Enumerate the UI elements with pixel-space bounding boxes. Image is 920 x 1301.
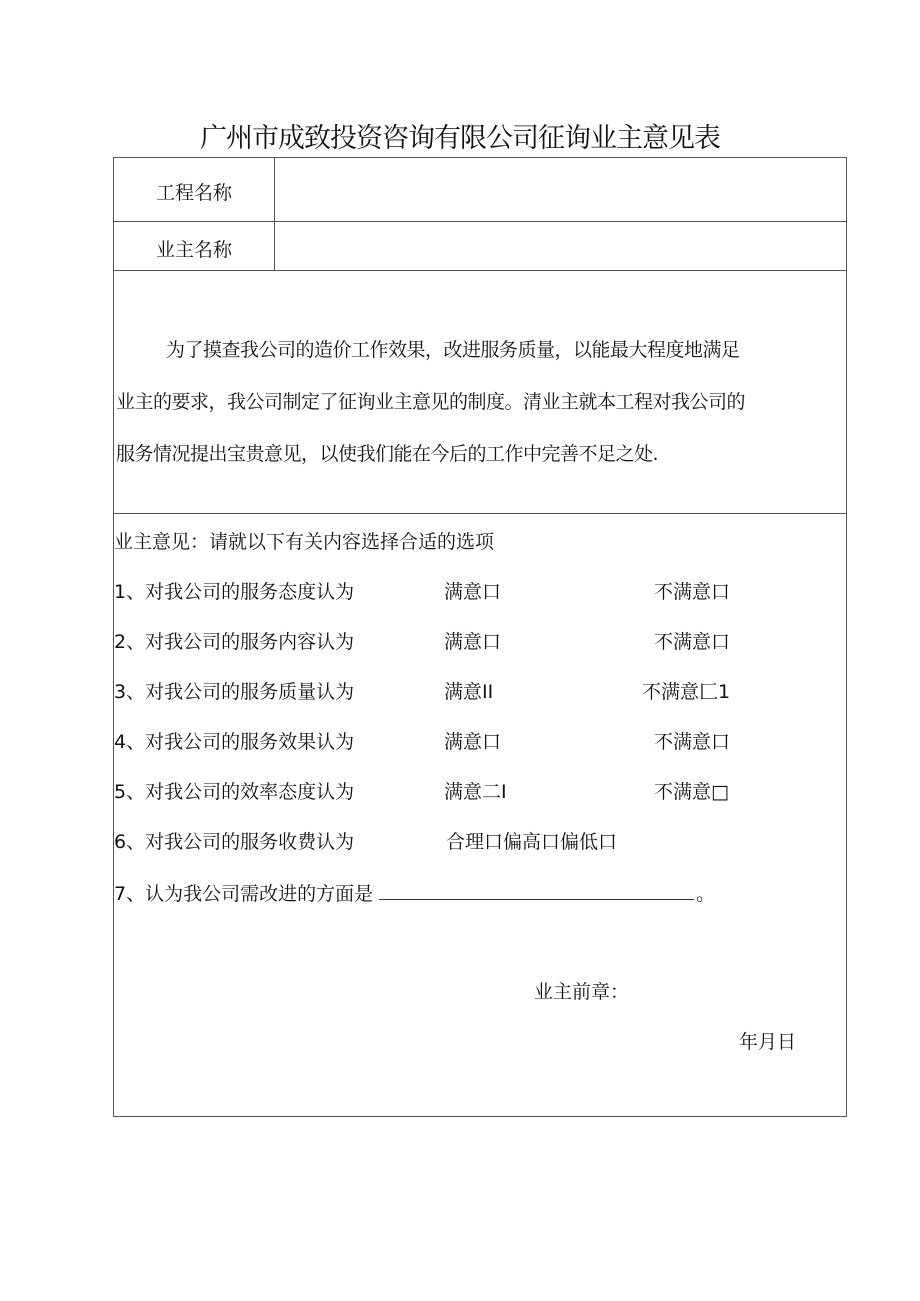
improvement-input[interactable]: [379, 881, 694, 900]
date-label: 年月日: [739, 1031, 797, 1053]
row-divider: [114, 270, 846, 271]
item-5-question: 5、对我公司的效率态度认为: [114, 781, 355, 803]
opinion-heading: 业主意见：请就以下有关内容选择合适的选项: [114, 531, 495, 553]
item-1-satisfied-option[interactable]: 满意口: [444, 581, 502, 603]
item-3-satisfied-option[interactable]: 满意II: [444, 681, 494, 703]
page-title: 广州市成致投资咨询有限公司征询业主意见表: [200, 123, 720, 154]
item-4-unsatisfied-option[interactable]: 不满意口: [654, 731, 731, 753]
intro-line-1: 为了摸查我公司的造价工作效果，改进服务质量，以能最大程度地满足: [166, 339, 740, 361]
item-4-question: 4、对我公司的服务效果认为: [114, 731, 355, 753]
item-2-satisfied-option[interactable]: 满意口: [444, 631, 502, 653]
owner-name-field[interactable]: [276, 226, 844, 266]
column-divider: [274, 158, 275, 270]
row-divider: [114, 221, 846, 222]
project-name-field[interactable]: [276, 170, 844, 210]
item-3-question: 3、对我公司的服务质量认为: [114, 681, 355, 703]
item-7-row: [114, 879, 715, 906]
item-4-satisfied-option[interactable]: 满意口: [444, 731, 502, 753]
item-7-question: 7、认为我公司需改进的方面是: [114, 883, 374, 905]
project-name-label: 工程名称: [155, 182, 232, 204]
intro-line-2: 业主的要求，我公司制定了征询业主意见的制度。清业主就本工程对我公司的: [116, 391, 746, 413]
item-1-question: 1、对我公司的服务态度认为: [114, 581, 355, 603]
row-divider: [114, 513, 846, 514]
item-3-unsatisfied-option[interactable]: 不满意匚1: [642, 681, 731, 703]
intro-paragraph: [116, 324, 844, 480]
feedback-form: [113, 157, 847, 1117]
item-6-question: 6、对我公司的服务收费认为: [114, 831, 355, 853]
item-2-question: 2、对我公司的服务内容认为: [114, 631, 355, 653]
item-7-period: 。: [696, 883, 716, 905]
item-1-unsatisfied-option[interactable]: 不满意口: [654, 581, 731, 603]
item-5-satisfied-option[interactable]: 满意二I: [444, 781, 507, 803]
owner-seal-label: 业主前章：: [534, 981, 630, 1003]
intro-line-3: 服务情况提出宝贵意见，以使我们能在今后的工作中完善不足之处.: [116, 443, 659, 465]
owner-name-label: 业主名称: [155, 239, 232, 261]
item-2-unsatisfied-option[interactable]: 不满意口: [654, 631, 731, 653]
item-5-unsatisfied-option[interactable]: 不满意□: [654, 781, 729, 803]
item-6-fee-options[interactable]: 合理口偏高口偏低口: [446, 831, 618, 853]
